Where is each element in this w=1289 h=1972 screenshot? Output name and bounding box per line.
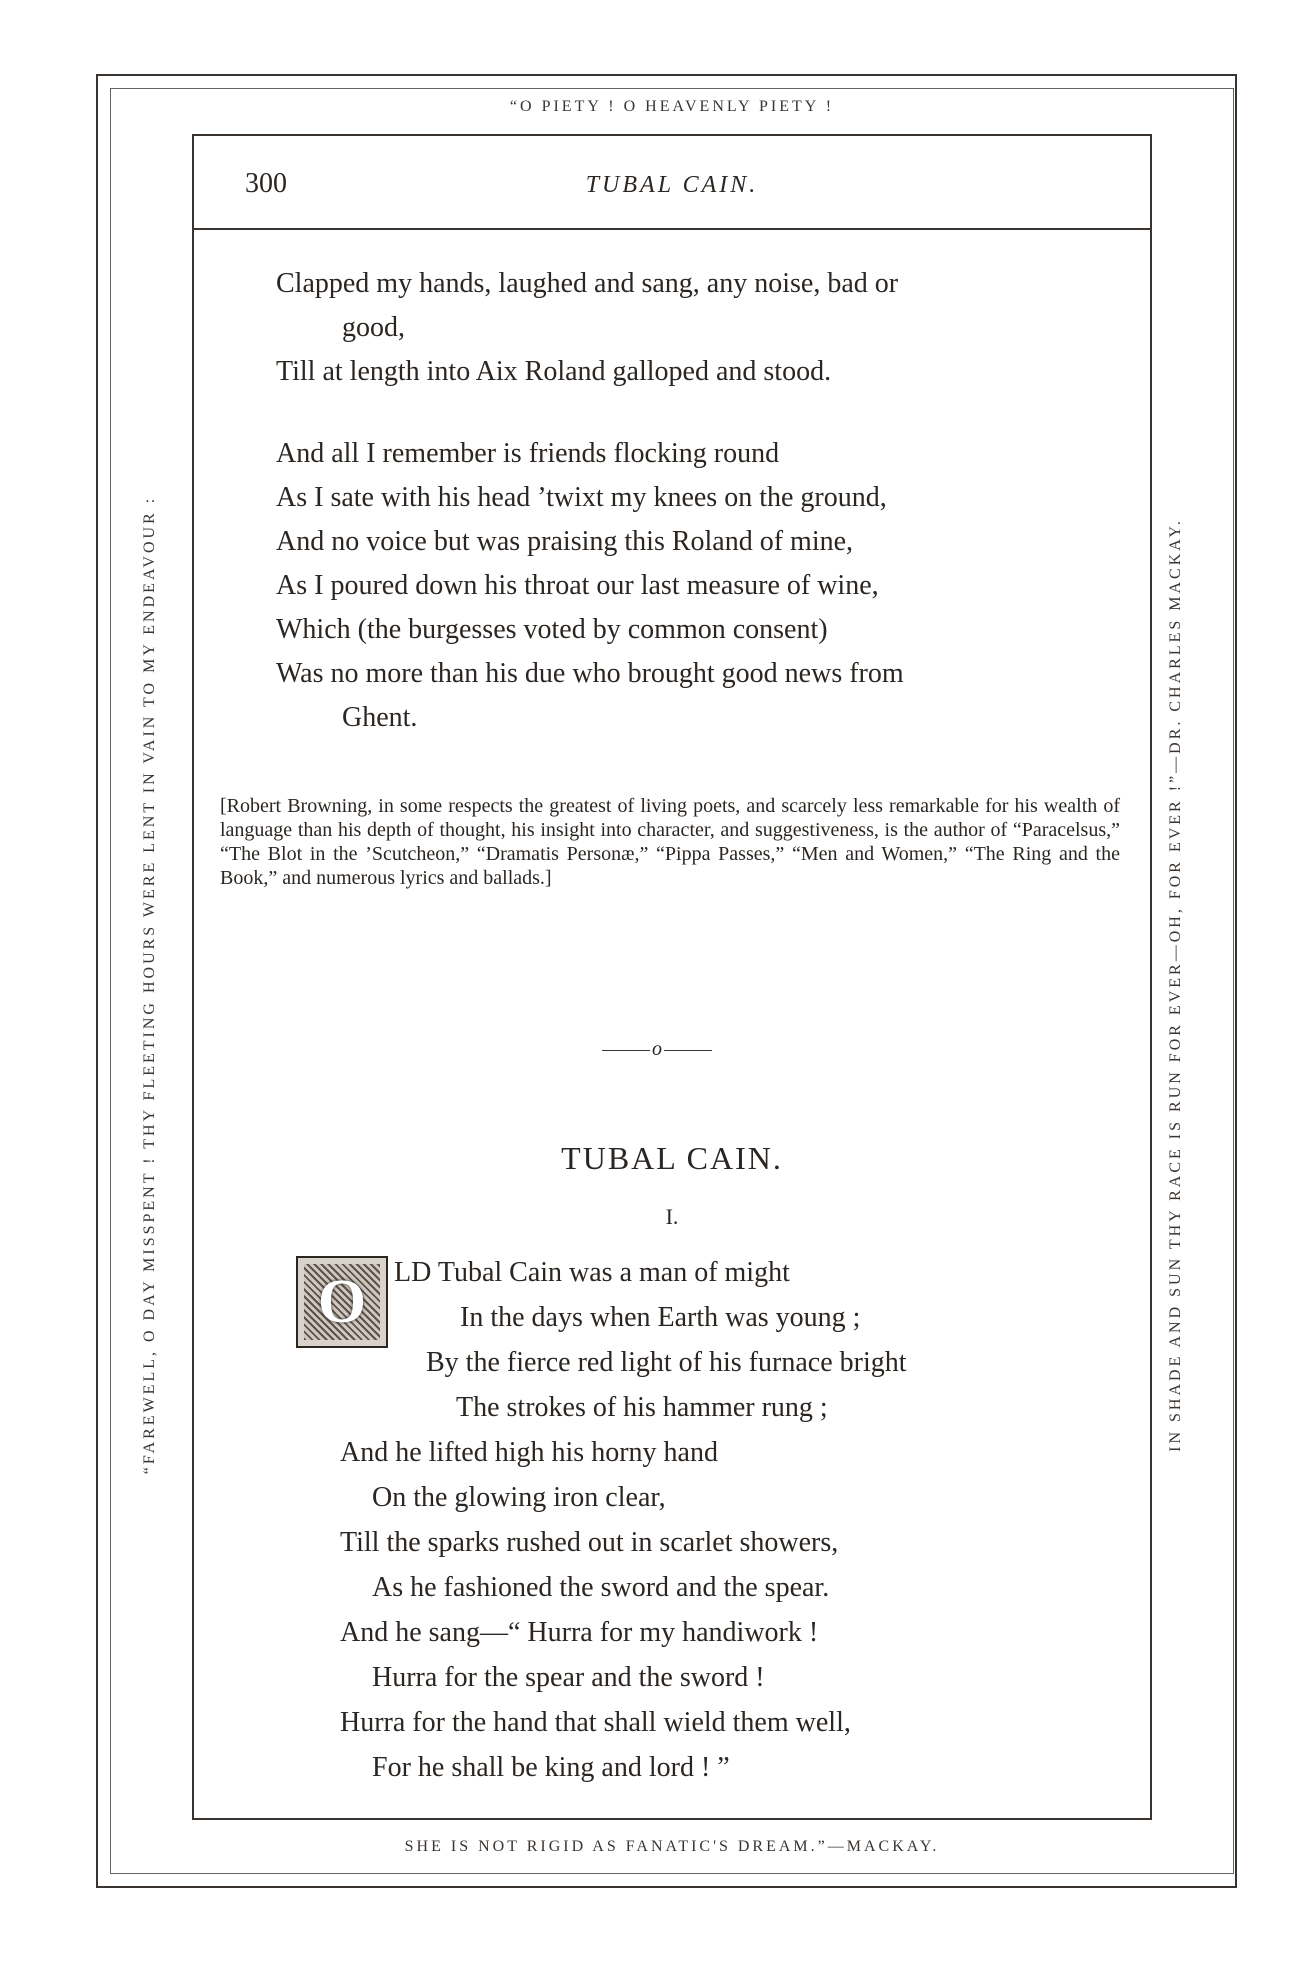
section-divider [592,1038,722,1061]
poem-title: TUBAL CAIN. [561,1140,783,1176]
verse-line: Till the sparks rushed out in scarlet showers, [340,1527,839,1558]
verse-line: The strokes of his hammer rung ; [456,1392,828,1423]
verse-line: Hurra for the spear and the sword ! [372,1662,765,1693]
bottom-border-motto: SHE IS NOT RIGID AS FANATIC'S DREAM.”—MACKAY. [404,1838,940,1855]
poem-line: As I sate with his head ’twixt my knees on the ground, [276,482,887,513]
verse-line: LD Tubal Cain was a man of might [394,1257,790,1288]
poem-line: And no voice but was praising this Roland of mine, [276,526,854,557]
poem-line: Till at length into Aix Roland galloped and stood. [276,356,832,387]
verse-line: For he shall be king and lord ! ” [372,1752,730,1783]
divider-ornament: o [652,1038,662,1060]
poem-line: good, [342,312,405,343]
author-note: [Robert Browning, in some respects the greatest of living poets, and scarcely less remarkable for his wealth of language than his depth of thought, his insight into character, and suggestiveness, is the author of “Paracelsus,” “The Blot in the ’Scutcheon,” “Dramatis Personæ,” “Pippa Passes,” “Men and Women,” “The Ring and the Book,” and numerous lyrics and ballads.] [220,795,1120,889]
top-border-motto: “O PIETY ! O HEAVENLY PIETY ! [509,98,835,115]
poem-line: Was no more than his due who brought good news from [276,658,904,689]
verse-line: And he sang—“ Hurra for my handiwork ! [340,1617,819,1648]
verse-line: And he lifted high his horny hand [340,1437,718,1468]
poem-continuation [276,262,1116,740]
divider-rule-left [602,1050,650,1051]
left-border-motto: “FAREWELL, O DAY MISSPENT ! THY FLEETING HOURS WERE LENT IN VAIN TO MY ENDEAVOUR : [141,495,158,1475]
section-number: I. [665,1204,679,1229]
page-number: 300 [245,168,287,199]
verse-line: As he fashioned the sword and the spear. [372,1572,830,1603]
poem-line: And all I remember is friends flocking round [276,438,780,469]
verse-line: On the glowing iron clear, [372,1482,666,1513]
header-rule [192,228,1152,230]
poem-line: As I poured down his throat our last measure of wine, [276,570,879,601]
tubal-cain-verse [340,1250,1100,1790]
poem-line: Which (the burgesses voted by common consent) [276,614,828,645]
verse-line: In the days when Earth was young ; [460,1302,861,1333]
divider-rule-right [664,1050,712,1051]
poem-line: Clapped my hands, laughed and sang, any noise, bad or [276,268,899,299]
right-border-motto: IN SHADE AND SUN THY RACE IS RUN FOR EVER—OH, FOR EVER !”—DR. CHARLES MACKAY. [1167,518,1184,1452]
poem-line: Ghent. [342,702,418,733]
running-title: TUBAL CAIN. [585,172,759,198]
verse-line: By the fierce red light of his furnace bright [426,1347,907,1378]
initial-letter: O [317,1267,367,1336]
stanza-gap [276,394,1116,432]
verse-line: Hurra for the hand that shall wield them well, [340,1707,851,1738]
